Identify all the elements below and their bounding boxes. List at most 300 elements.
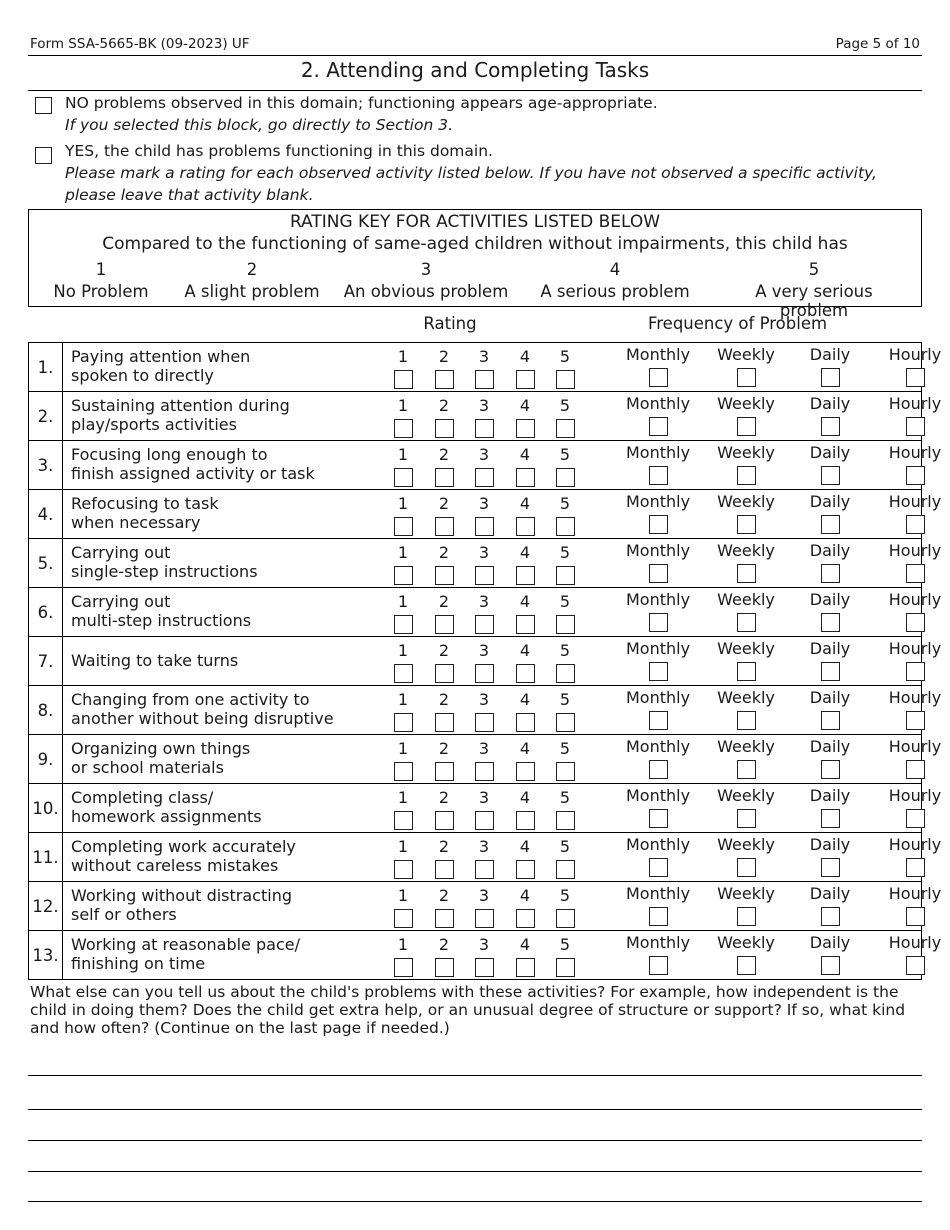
rating-checkbox[interactable] xyxy=(394,860,413,879)
rating-option xyxy=(434,494,454,540)
activity-label xyxy=(71,347,351,385)
frequency-option xyxy=(706,492,786,538)
frequency-label: Weekly xyxy=(717,492,775,511)
rating-value: 3 xyxy=(478,739,490,758)
section-title: 2. Attending and Completing Tasks xyxy=(300,58,650,82)
frequency-label: Daily xyxy=(809,786,851,805)
rating-value: 4 xyxy=(519,788,531,807)
frequency-checkbox[interactable] xyxy=(821,907,840,926)
frequency-label: Monthly xyxy=(625,394,691,413)
rating-checkbox[interactable] xyxy=(516,811,535,830)
rating-checkbox[interactable] xyxy=(475,811,494,830)
frequency-option xyxy=(618,688,698,734)
rating-checkbox[interactable] xyxy=(516,909,535,928)
rating-value: 5 xyxy=(559,445,571,464)
rating-value: 4 xyxy=(519,347,531,366)
rating-checkbox[interactable] xyxy=(516,762,535,781)
frequency-checkbox[interactable] xyxy=(906,711,925,730)
frequency-checkbox[interactable] xyxy=(821,858,840,877)
rating-value: 5 xyxy=(559,837,571,856)
frequency-label: Weekly xyxy=(717,345,775,364)
rating-checkbox[interactable] xyxy=(516,370,535,389)
rating-option xyxy=(434,641,454,687)
rating-checkbox[interactable] xyxy=(394,811,413,830)
rating-value: 3 xyxy=(478,592,490,611)
rating-value: 1 xyxy=(397,788,409,807)
activity-cell xyxy=(63,833,942,882)
rating-checkbox[interactable] xyxy=(394,958,413,977)
rating-checkbox[interactable] xyxy=(516,566,535,585)
rating-option xyxy=(515,837,535,883)
frequency-checkbox[interactable] xyxy=(906,662,925,681)
rating-option xyxy=(474,445,494,491)
frequency-option xyxy=(618,394,698,440)
frequency-checkbox[interactable] xyxy=(737,417,756,436)
frequency-option xyxy=(790,688,870,734)
frequency-option xyxy=(790,345,870,391)
rating-checkbox[interactable] xyxy=(516,615,535,634)
activity-label xyxy=(71,690,351,728)
frequency-checkbox[interactable] xyxy=(821,613,840,632)
rating-checkbox[interactable] xyxy=(475,468,494,487)
no-problems-option xyxy=(65,92,658,136)
frequency-label: Daily xyxy=(809,688,851,707)
frequency-checkbox[interactable] xyxy=(649,417,668,436)
frequency-option xyxy=(875,394,950,440)
rating-value: 5 xyxy=(559,543,571,562)
rating-value: 2 xyxy=(438,690,450,709)
rating-checkbox[interactable] xyxy=(435,566,454,585)
rating-option xyxy=(434,788,454,834)
frequency-checkbox[interactable] xyxy=(821,760,840,779)
rating-option xyxy=(555,445,575,491)
rating-value: 3 xyxy=(478,543,490,562)
activity-label-line2: when necessary xyxy=(71,513,201,532)
frequency-option xyxy=(706,345,786,391)
frequency-label: Monthly xyxy=(625,492,691,511)
frequency-checkbox[interactable] xyxy=(649,711,668,730)
rating-checkbox[interactable] xyxy=(475,860,494,879)
frequency-option xyxy=(618,541,698,587)
rating-option xyxy=(515,445,535,491)
frequency-checkbox[interactable] xyxy=(821,368,840,387)
activity-row xyxy=(29,784,922,833)
rating-value: 1 xyxy=(397,690,409,709)
frequency-checkbox[interactable] xyxy=(737,711,756,730)
frequency-option xyxy=(618,443,698,489)
rating-checkbox[interactable] xyxy=(556,566,575,585)
frequency-label: Weekly xyxy=(717,884,775,903)
frequency-checkbox[interactable] xyxy=(906,417,925,436)
frequency-option xyxy=(706,737,786,783)
rating-checkbox[interactable] xyxy=(435,468,454,487)
rating-checkbox[interactable] xyxy=(394,762,413,781)
rating-checkbox[interactable] xyxy=(475,419,494,438)
rating-option xyxy=(555,347,575,393)
activity-row xyxy=(29,539,922,588)
rating-checkbox[interactable] xyxy=(435,664,454,683)
rating-option xyxy=(393,396,413,442)
rating-option xyxy=(434,396,454,442)
activity-number: 10. xyxy=(29,784,63,833)
answer-line[interactable] xyxy=(28,1075,922,1076)
frequency-checkbox[interactable] xyxy=(737,760,756,779)
rating-option xyxy=(474,837,494,883)
activity-cell xyxy=(63,343,942,392)
rating-value: 1 xyxy=(397,396,409,415)
rating-checkbox[interactable] xyxy=(556,370,575,389)
activity-label-line1: Sustaining attention during xyxy=(71,396,290,415)
rating-checkbox[interactable] xyxy=(475,370,494,389)
rating-value: 1 xyxy=(397,641,409,660)
activity-label-line2: self or others xyxy=(71,905,177,924)
answer-line[interactable] xyxy=(28,1171,922,1172)
rating-option xyxy=(555,886,575,932)
rating-option xyxy=(555,494,575,540)
frequency-label: Weekly xyxy=(717,443,775,462)
frequency-checkbox[interactable] xyxy=(649,956,668,975)
rating-checkbox[interactable] xyxy=(516,468,535,487)
activity-label-line1: Organizing own things xyxy=(71,739,251,758)
rating-checkbox[interactable] xyxy=(556,909,575,928)
rating-checkbox[interactable] xyxy=(475,762,494,781)
rating-checkbox[interactable] xyxy=(556,713,575,732)
frequency-checkbox[interactable] xyxy=(821,564,840,583)
rating-checkbox[interactable] xyxy=(475,713,494,732)
activity-label xyxy=(71,935,351,973)
frequency-checkbox[interactable] xyxy=(649,858,668,877)
rating-value: 2 xyxy=(438,543,450,562)
rating-checkbox[interactable] xyxy=(394,615,413,634)
rating-value: 1 xyxy=(397,445,409,464)
rating-checkbox[interactable] xyxy=(394,419,413,438)
rating-key-level-number: 4 xyxy=(609,260,621,279)
frequency-label: Hourly xyxy=(888,394,942,413)
rating-option xyxy=(515,690,535,736)
frequency-label: Monthly xyxy=(625,590,691,609)
rating-checkbox[interactable] xyxy=(435,713,454,732)
rating-checkbox[interactable] xyxy=(556,664,575,683)
frequency-checkbox[interactable] xyxy=(649,613,668,632)
activity-row xyxy=(29,588,922,637)
rating-value: 1 xyxy=(397,543,409,562)
rating-value: 1 xyxy=(397,837,409,856)
activity-label-line2: spoken to directly xyxy=(71,366,214,385)
activity-label xyxy=(71,543,351,581)
rating-checkbox[interactable] xyxy=(516,517,535,536)
frequency-label: Hourly xyxy=(888,639,942,658)
activity-row xyxy=(29,343,922,392)
frequency-label: Weekly xyxy=(717,933,775,952)
rating-checkbox[interactable] xyxy=(556,468,575,487)
frequency-checkbox[interactable] xyxy=(649,515,668,534)
rating-checkbox[interactable] xyxy=(556,958,575,977)
activity-number: 1. xyxy=(29,343,63,392)
rating-checkbox[interactable] xyxy=(394,909,413,928)
yes-problems-note-2: please leave that activity blank. xyxy=(65,186,314,204)
activity-number: 8. xyxy=(29,686,63,735)
rating-value: 3 xyxy=(478,445,490,464)
rating-checkbox[interactable] xyxy=(394,468,413,487)
activity-row xyxy=(29,392,922,441)
frequency-checkbox[interactable] xyxy=(649,368,668,387)
frequency-checkbox[interactable] xyxy=(737,515,756,534)
no-problems-note: If you selected this block, go directly to Section 3. xyxy=(65,116,454,134)
rating-option xyxy=(474,935,494,981)
frequency-option xyxy=(706,639,786,685)
activity-label xyxy=(71,592,351,630)
rating-checkbox[interactable] xyxy=(475,909,494,928)
activity-row xyxy=(29,637,922,686)
rating-checkbox[interactable] xyxy=(516,713,535,732)
rating-key-subtitle: Compared to the functioning of same-aged children without impairments, this child has xyxy=(102,234,848,254)
frequency-label: Daily xyxy=(809,639,851,658)
frequency-checkbox[interactable] xyxy=(821,417,840,436)
rating-checkbox[interactable] xyxy=(556,419,575,438)
frequency-checkbox[interactable] xyxy=(737,613,756,632)
rating-checkbox[interactable] xyxy=(435,811,454,830)
answer-line[interactable] xyxy=(28,1201,922,1202)
frequency-checkbox[interactable] xyxy=(906,613,925,632)
frequency-checkbox[interactable] xyxy=(649,809,668,828)
frequency-label: Hourly xyxy=(888,492,942,511)
yes-problems-option xyxy=(65,140,925,206)
activity-number: 12. xyxy=(29,882,63,931)
rating-option xyxy=(474,347,494,393)
frequency-label: Monthly xyxy=(625,541,691,560)
frequency-checkbox[interactable] xyxy=(906,515,925,534)
rating-option xyxy=(434,690,454,736)
frequency-checkbox[interactable] xyxy=(737,662,756,681)
frequency-checkbox[interactable] xyxy=(737,564,756,583)
frequency-checkbox[interactable] xyxy=(737,956,756,975)
rating-value: 2 xyxy=(438,347,450,366)
frequency-label: Daily xyxy=(809,541,851,560)
frequency-label: Weekly xyxy=(717,394,775,413)
rating-checkbox[interactable] xyxy=(394,713,413,732)
answer-line[interactable] xyxy=(28,1109,922,1110)
rating-value: 5 xyxy=(559,739,571,758)
rating-option xyxy=(393,347,413,393)
rating-option xyxy=(515,788,535,834)
rating-value: 2 xyxy=(438,592,450,611)
rating-value: 3 xyxy=(478,641,490,660)
activity-cell xyxy=(63,784,942,833)
frequency-checkbox[interactable] xyxy=(906,760,925,779)
frequency-checkbox[interactable] xyxy=(737,466,756,485)
frequency-checkbox[interactable] xyxy=(906,907,925,926)
rating-checkbox[interactable] xyxy=(394,664,413,683)
activity-label xyxy=(71,739,351,777)
frequency-checkbox[interactable] xyxy=(821,466,840,485)
rating-checkbox[interactable] xyxy=(435,909,454,928)
rating-checkbox[interactable] xyxy=(394,517,413,536)
rating-value: 4 xyxy=(519,690,531,709)
frequency-option xyxy=(875,345,950,391)
activity-number: 2. xyxy=(29,392,63,441)
rating-value: 4 xyxy=(519,739,531,758)
rating-checkbox[interactable] xyxy=(475,958,494,977)
rating-value: 3 xyxy=(478,837,490,856)
rating-option xyxy=(515,641,535,687)
rating-checkbox[interactable] xyxy=(394,566,413,585)
frequency-option xyxy=(706,786,786,832)
rating-checkbox[interactable] xyxy=(475,664,494,683)
frequency-option xyxy=(706,541,786,587)
frequency-checkbox[interactable] xyxy=(821,809,840,828)
frequency-label: Monthly xyxy=(625,443,691,462)
activity-label-line1: Completing work accurately xyxy=(71,837,296,856)
activity-label xyxy=(71,445,351,483)
activity-cell xyxy=(63,637,942,686)
rating-option xyxy=(555,396,575,442)
frequency-checkbox[interactable] xyxy=(649,907,668,926)
answer-line[interactable] xyxy=(28,1140,922,1141)
activity-cell xyxy=(63,539,942,588)
activity-number: 4. xyxy=(29,490,63,539)
activity-label-line2: homework assignments xyxy=(71,807,262,826)
frequency-checkbox[interactable] xyxy=(821,662,840,681)
rating-option xyxy=(474,543,494,589)
rating-value: 2 xyxy=(438,494,450,513)
rating-checkbox[interactable] xyxy=(435,517,454,536)
frequency-option xyxy=(618,345,698,391)
frequency-label: Hourly xyxy=(888,345,942,364)
rating-option xyxy=(515,739,535,785)
rating-checkbox[interactable] xyxy=(516,664,535,683)
frequency-option xyxy=(706,884,786,930)
rating-option xyxy=(434,592,454,638)
frequency-option xyxy=(790,492,870,538)
form-id: Form SSA-5665-BK (09-2023) UF xyxy=(30,36,250,52)
activity-label-line2: play/sports activities xyxy=(71,415,237,434)
rating-value: 4 xyxy=(519,445,531,464)
rating-checkbox[interactable] xyxy=(435,762,454,781)
rating-checkbox[interactable] xyxy=(475,517,494,536)
followup-question: What else can you tell us about the child's problems with these activities? For example, how independent is the child in doing them? Does the child get extra help, or an unusual degree of structure or support? If so, what kind and how often? (Continue on the last page if needed.) xyxy=(30,983,906,1037)
activity-cell xyxy=(63,735,942,784)
frequency-label: Hourly xyxy=(888,443,942,462)
rating-value: 1 xyxy=(397,592,409,611)
yes-problems-checkbox[interactable] xyxy=(35,147,52,164)
rating-checkbox[interactable] xyxy=(516,958,535,977)
frequency-checkbox[interactable] xyxy=(906,564,925,583)
frequency-checkbox[interactable] xyxy=(737,368,756,387)
frequency-checkbox[interactable] xyxy=(649,662,668,681)
frequency-checkbox[interactable] xyxy=(906,368,925,387)
activity-label-line1: Paying attention when xyxy=(71,347,251,366)
frequency-label: Weekly xyxy=(717,835,775,854)
rating-option xyxy=(393,641,413,687)
rating-heading: Rating xyxy=(423,314,477,333)
frequency-label: Daily xyxy=(809,884,851,903)
rating-option xyxy=(474,690,494,736)
frequency-checkbox[interactable] xyxy=(737,907,756,926)
rating-key-level-number: 1 xyxy=(95,260,107,279)
frequency-option xyxy=(875,737,950,783)
rating-checkbox[interactable] xyxy=(435,419,454,438)
rating-option xyxy=(515,494,535,540)
activity-number: 11. xyxy=(29,833,63,882)
frequency-checkbox[interactable] xyxy=(906,858,925,877)
activity-label-line1: Carrying out xyxy=(71,592,171,611)
rating-key-level-label: An obvious problem xyxy=(343,282,509,301)
activity-row xyxy=(29,441,922,490)
rating-value: 5 xyxy=(559,886,571,905)
activity-row xyxy=(29,490,922,539)
frequency-checkbox[interactable] xyxy=(649,466,668,485)
rating-option xyxy=(515,935,535,981)
rating-option xyxy=(555,935,575,981)
frequency-label: Daily xyxy=(809,345,851,364)
activity-row xyxy=(29,735,922,784)
yes-problems-text: YES, the child has problems functioning in this domain. xyxy=(65,142,493,160)
frequency-checkbox[interactable] xyxy=(821,956,840,975)
frequency-option xyxy=(790,933,870,979)
rating-key-level-number: 2 xyxy=(246,260,258,279)
frequency-option xyxy=(875,688,950,734)
title-rule xyxy=(28,90,922,91)
frequency-checkbox[interactable] xyxy=(906,809,925,828)
activity-cell xyxy=(63,882,942,931)
rating-value: 5 xyxy=(559,641,571,660)
frequency-option xyxy=(790,443,870,489)
frequency-checkbox[interactable] xyxy=(649,760,668,779)
rating-option xyxy=(393,788,413,834)
rating-checkbox[interactable] xyxy=(435,958,454,977)
rating-value: 1 xyxy=(397,494,409,513)
no-problems-checkbox[interactable] xyxy=(35,97,52,114)
rating-option xyxy=(555,837,575,883)
frequency-checkbox[interactable] xyxy=(821,515,840,534)
frequency-label: Hourly xyxy=(888,933,942,952)
rating-checkbox[interactable] xyxy=(556,517,575,536)
rating-checkbox[interactable] xyxy=(435,370,454,389)
rating-checkbox[interactable] xyxy=(516,860,535,879)
rating-checkbox[interactable] xyxy=(556,811,575,830)
rating-value: 2 xyxy=(438,837,450,856)
rating-checkbox[interactable] xyxy=(516,419,535,438)
frequency-checkbox[interactable] xyxy=(649,564,668,583)
rating-checkbox[interactable] xyxy=(475,615,494,634)
rating-checkbox[interactable] xyxy=(435,615,454,634)
frequency-label: Weekly xyxy=(717,541,775,560)
rating-option xyxy=(555,690,575,736)
frequency-label: Hourly xyxy=(888,835,942,854)
rating-checkbox[interactable] xyxy=(475,566,494,585)
frequency-checkbox[interactable] xyxy=(737,809,756,828)
activity-row xyxy=(29,931,922,980)
rating-checkbox[interactable] xyxy=(556,762,575,781)
frequency-checkbox[interactable] xyxy=(821,711,840,730)
frequency-label: Weekly xyxy=(717,639,775,658)
frequency-checkbox[interactable] xyxy=(906,956,925,975)
rating-checkbox[interactable] xyxy=(556,860,575,879)
rating-checkbox[interactable] xyxy=(394,370,413,389)
rating-option xyxy=(434,935,454,981)
activity-label xyxy=(71,837,351,875)
activity-cell xyxy=(63,588,942,637)
frequency-checkbox[interactable] xyxy=(737,858,756,877)
activity-label-line2: single-step instructions xyxy=(71,562,258,581)
rating-value: 5 xyxy=(559,935,571,954)
frequency-option xyxy=(790,541,870,587)
rating-checkbox[interactable] xyxy=(435,860,454,879)
rating-checkbox[interactable] xyxy=(556,615,575,634)
rating-value: 3 xyxy=(478,690,490,709)
frequency-checkbox[interactable] xyxy=(906,466,925,485)
activity-label xyxy=(71,651,351,670)
